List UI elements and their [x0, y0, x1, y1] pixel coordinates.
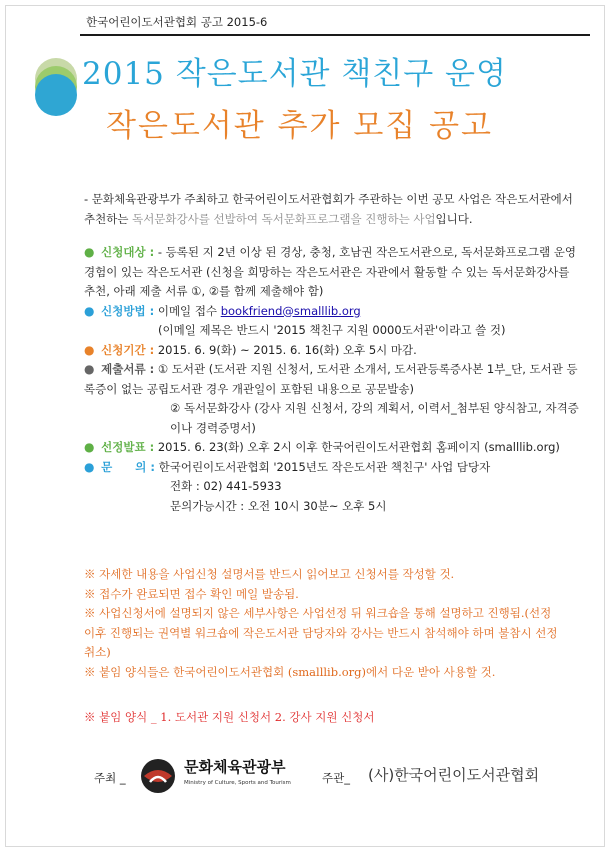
contact-phone: 전화 : 02) 441-5933: [170, 479, 282, 493]
blue-bullet-icon: ●: [84, 459, 95, 474]
method-note: (이메일 제목은 반드시 '2015 책친구 지원 0000도서관'이라고 쓸 것): [158, 323, 506, 337]
host-name-en: Ministry of Culture, Sports and Tourism: [184, 780, 291, 786]
header-divider: [80, 34, 590, 36]
note-item: ※ 자세한 내용을 사업신청 설명서를 반드시 읽어보고 신청서를 작성할 것.: [84, 567, 455, 581]
organizer-label: 주관_: [322, 771, 350, 785]
gray-bullet-icon: ●: [84, 362, 95, 376]
blue-bullet-icon: ●: [84, 303, 95, 318]
ministry-logo-icon: [140, 758, 176, 794]
eligibility-label: 신청대상 :: [101, 245, 155, 259]
intro-paragraph: [84, 190, 584, 229]
period-item: [84, 341, 584, 361]
announcement-item: [84, 438, 584, 458]
attachments-line: ※ 붙임 양식 _ 1. 도서관 지원 신청서 2. 강사 지원 신청서: [84, 710, 375, 724]
contact-hours: 문의가능시간 : 오전 10시 30분~ 오후 5시: [170, 498, 387, 513]
note-item: ※ 붙임 양식들은 한국어린이도서관협회 (smalllib.org)에서 다운 받아 사용할 것.: [84, 664, 496, 679]
period-label: 신청기간 :: [101, 342, 155, 357]
note-item: ※ 사업신청서에 설명되지 않은 세부사항은 사업선정 뒤 워크숍을 통해 설명하고 진행됨.(선정 이후 진행되는 권역별 워크숍에 작은도서관 담당자와 강사는 반드시 참석해야 하며 불참시 선정취소): [84, 606, 558, 659]
host-name: 문화체육관광부: [184, 758, 286, 776]
contact-item: [84, 458, 584, 478]
eligibility-item: [84, 243, 584, 302]
title-line-2: 작은도서관 추가 모집 공고: [106, 108, 493, 144]
footer: [0, 750, 612, 800]
host-label: 주최 _: [94, 771, 126, 785]
intro-text-2: 독서문화강사를 선발하여 독서문화프로그램을 진행하는 사업: [132, 211, 436, 226]
intro-text-1: - 문화체육관광부가 주최하고 한국어린이도서관협회가 주관하는 이번 공모 사업은 작은도서관에서 추천하는: [84, 192, 573, 226]
notes-section: [84, 565, 564, 682]
method-item: [84, 302, 584, 322]
documents-item: [84, 360, 584, 399]
email-link[interactable]: bookfriend@smalllib.org: [220, 303, 361, 318]
note-item: ※ 접수가 완료되면 접수 확인 메일 발송됨.: [84, 586, 299, 601]
announcement-body: [84, 190, 584, 516]
orange-bullet-icon: ●: [84, 342, 95, 357]
documents-label: 제출서류 :: [101, 362, 155, 376]
notice-number: 한국어린이도서관협회 공고 2015-6: [86, 15, 268, 29]
documents-doc2: ② 독서문화강사 (강사 지원 신청서, 강의 계획서, 이력서_첨부된 양식참고, 자격증이나 경력증명서): [170, 401, 579, 435]
documents-doc1: ① 도서관 (도서관 지원 신청서, 도서관 소개서, 도서관등록증사본 1부_단, 도서관 등록증이 없는 공립도서관 경우 개관일이 포함된 내용으로 공문발송): [84, 362, 578, 396]
announcement-text: 2015. 6. 23(화) 오후 2시 이후 한국어린이도서관협회 홈페이지 (smalllib.org): [157, 440, 560, 454]
contact-label: 문 의 :: [101, 459, 155, 474]
method-text: 이메일 접수: [157, 303, 221, 318]
method-label: 신청방법 :: [101, 303, 155, 318]
period-text: 2015. 6. 9(화) ~ 2015. 6. 16(화) 오후 5시 마감.: [157, 342, 417, 357]
announcement-label: 선정발표 :: [101, 440, 155, 454]
intro-text-3: 입니다.: [435, 211, 473, 226]
decorative-circles-icon: [35, 58, 77, 116]
title-line-1: 2015 작은도서관 책친구 운영: [82, 56, 507, 92]
green-bullet-icon: ●: [84, 245, 95, 259]
green-bullet-icon: ●: [84, 440, 95, 454]
eligibility-text: - 등록된 지 2년 이상 된 경상, 충청, 호남권 작은도서관으로, 독서문화프로그램 운영 경험이 있는 작은도서관 (신청을 희망하는 작은도서관은 자관에서 활동할 수 있는 독서문화강사를 추천, 아래 제출 서류 ①, ②를 함께 제출해야 함): [84, 245, 576, 298]
organizer-name: (사)한국어린이도서관협회: [368, 766, 540, 784]
contact-text: 한국어린이도서관협회 '2015년도 작은도서관 책친구' 사업 담당자: [158, 459, 491, 474]
